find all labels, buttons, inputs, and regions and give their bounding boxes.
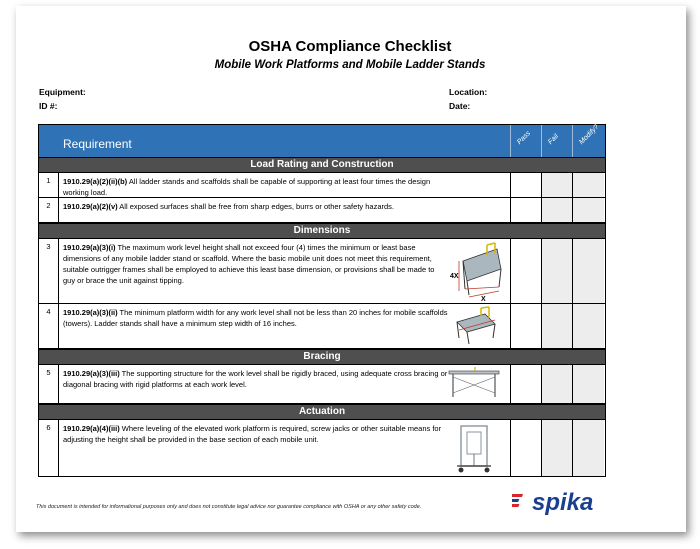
equipment-label: Equipment: (39, 87, 86, 97)
height-label: 4X (450, 273, 459, 280)
row-number: 1 (39, 173, 59, 197)
modify-checkbox[interactable] (572, 420, 604, 476)
bracing-diagram (445, 367, 503, 399)
requirement-text: 1910.29(a)(2)(ii)(b) All ladder stands and scaffolds shall be capable of supporting at least four times the design working load. (63, 177, 431, 197)
row-number: 5 (39, 365, 59, 403)
table-row (39, 365, 605, 404)
table-row (39, 198, 605, 223)
ladder-stand-diagram (449, 241, 505, 301)
table-row (39, 173, 605, 198)
requirement-text: 1910.29(a)(3)(i) The maximum work level height shall not exceed four (4) times the minimum or least base dimensions of any mobile ladder stand or scaffold. Where the basic mobile unit does not meet this requirement, suitable outrigger frames shall be employed to achieve this least base dimension, or provisions shall be made to guy or brace the unit against tipping. (63, 243, 435, 285)
base-label: X (481, 296, 486, 301)
pass-checkbox[interactable] (510, 239, 542, 303)
pass-checkbox[interactable] (510, 304, 542, 348)
spika-logo (512, 486, 652, 516)
fail-checkbox[interactable] (541, 365, 573, 403)
platform-width-diagram (451, 306, 501, 346)
id-label: ID #: (39, 101, 58, 111)
requirement-text: 1910.29(a)(3)(ii) The minimum platform width for any work level shall not be less than 20 inches for mobile scaffolds (towers). Ladder stands shall have a minimum step width of 16 inches. (63, 308, 448, 328)
modify-checkbox[interactable] (572, 365, 604, 403)
section-bracing: Bracing (39, 349, 605, 365)
location-label: Location: (449, 87, 488, 97)
disclaimer-footer: This document is intended for informational purposes only and does not constitute legal advice nor guarantee compliance with OSHA or any other safety code. (36, 504, 422, 510)
fail-checkbox[interactable] (541, 420, 573, 476)
pass-checkbox[interactable] (510, 198, 542, 222)
date-label: Date: (449, 101, 471, 111)
document-title: OSHA Compliance Checklist (248, 38, 452, 55)
modify-checkbox[interactable] (572, 239, 604, 303)
table-row (39, 304, 605, 349)
modify-checkbox[interactable] (572, 173, 604, 197)
section-dimensions: Dimensions (39, 223, 605, 239)
fail-checkbox[interactable] (541, 173, 573, 197)
table-row (39, 420, 605, 476)
row-number: 3 (39, 239, 59, 303)
pass-column-header: Pass (510, 125, 542, 157)
section-actuation: Actuation (39, 404, 605, 420)
checklist-table (38, 124, 606, 477)
requirement-text: 1910.29(a)(3)(iii) The supporting structure for the work level shall be rigidly braced, using adequate cross bracing or diagonal bracing with rigid platforms at each work level. (63, 369, 448, 389)
requirement-header: Requirement (63, 137, 132, 151)
requirement-text: 1910.29(a)(2)(v) All exposed surfaces shall be free from sharp edges, burrs or other safety hazards. (63, 202, 394, 211)
pass-checkbox[interactable] (510, 365, 542, 403)
row-number: 4 (39, 304, 59, 348)
table-header (39, 125, 605, 158)
pass-checkbox[interactable] (510, 173, 542, 197)
fail-checkbox[interactable] (541, 304, 573, 348)
section-load-rating: Load Rating and Construction (39, 158, 605, 173)
fail-checkbox[interactable] (541, 198, 573, 222)
svg-text:spika: spika (532, 489, 594, 516)
row-number: 2 (39, 198, 59, 222)
fail-column-header: Fail (541, 125, 573, 157)
modify-checkbox[interactable] (572, 304, 604, 348)
table-row (39, 239, 605, 304)
row-number: 6 (39, 420, 59, 476)
modify-checkbox[interactable] (572, 198, 604, 222)
fail-checkbox[interactable] (541, 239, 573, 303)
modify-column-header: Modify? (572, 125, 604, 157)
actuation-diagram (447, 422, 501, 474)
requirement-text: 1910.29(a)(4)(iii) Where leveling of the elevated work platform is required, screw jacks or other suitable means for adjusting the height shall be provided in the base section of each mobile unit. (63, 424, 442, 444)
pass-checkbox[interactable] (510, 420, 542, 476)
document-subtitle: Mobile Work Platforms and Mobile Ladder Stands (214, 59, 486, 71)
column-headers (510, 125, 605, 157)
